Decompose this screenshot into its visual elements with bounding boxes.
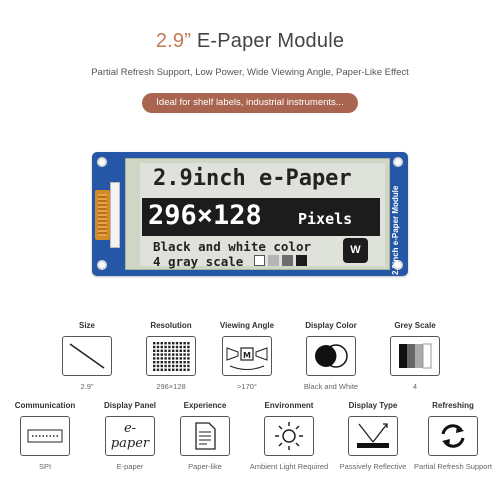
feature-label: Experience — [183, 401, 227, 410]
epaper-text-icon — [105, 416, 155, 456]
feature-value: 4 — [412, 382, 418, 391]
gray-swatch-dark — [282, 255, 293, 266]
feature-value: Passively Reflective — [339, 462, 407, 471]
module-side-label-text: 2.9inch e-Paper Module — [391, 185, 400, 275]
epaper-icon-text: e-paper — [110, 421, 150, 451]
mount-hole — [393, 157, 403, 167]
feature-label: Display Color — [305, 321, 357, 330]
display-line-1: 2.9inch e-Paper — [153, 166, 352, 191]
feature-value: Partial Refresh Support — [414, 462, 492, 471]
subtitle: Partial Refresh Support, Low Power, Wide Viewing Angle, Paper-Like Effect — [91, 67, 409, 78]
feature-value: 296×128 — [156, 382, 186, 391]
document-icon — [180, 416, 230, 456]
feature-value: Ambient Light Required — [249, 462, 329, 471]
diagonal-size-icon — [62, 336, 112, 376]
viewing-angle-icon — [222, 336, 272, 376]
feature-label: Refreshing — [432, 401, 474, 410]
page-title — [0, 30, 500, 53]
title-size: 2.9” — [155, 30, 192, 52]
mount-hole — [97, 260, 107, 270]
display-line-3: Black and white color — [153, 239, 312, 254]
display-resolution: 296×128 — [148, 200, 262, 231]
feature-value: 2.9” — [80, 382, 94, 391]
fpc-connector — [110, 182, 120, 248]
display-line-4: 4 gray scale — [153, 254, 244, 269]
brand-logo-icon: W — [343, 238, 368, 263]
use-case-banner: Ideal for shelf labels, industrial instruments... — [142, 93, 358, 113]
bw-circles-icon — [306, 336, 356, 376]
gray-swatch-black — [296, 255, 307, 266]
pixel-grid-icon — [146, 336, 196, 376]
mount-hole — [97, 157, 107, 167]
feature-value: Paper-like — [188, 462, 222, 471]
gray-swatch-white — [254, 255, 265, 266]
feature-label: Viewing Angle — [219, 321, 275, 330]
feature-refreshing — [398, 400, 500, 471]
display-pixels-word: Pixels — [298, 210, 353, 228]
feature-label: Display Type — [348, 401, 398, 410]
spi-connector-icon — [20, 416, 70, 456]
feature-value: SPI — [38, 462, 52, 471]
sun-icon — [264, 416, 314, 456]
gray-swatch-light — [268, 255, 279, 266]
feature-label: Resolution — [150, 321, 192, 330]
feature-label: Communication — [14, 401, 76, 410]
feature-value: Black and White — [303, 382, 359, 391]
feature-label: Display Panel — [103, 401, 157, 410]
feature-label: Environment — [264, 401, 314, 410]
fpc-cable — [95, 190, 110, 240]
refresh-arrows-icon — [428, 416, 478, 456]
title-text: E-Paper Module — [191, 30, 345, 52]
svg-text:M: M — [243, 351, 251, 360]
grey-scale-bars-icon — [390, 336, 440, 376]
reflection-icon — [348, 416, 398, 456]
feature-value: >170° — [237, 382, 257, 391]
feature-grey-scale — [360, 320, 470, 391]
feature-label: Size — [78, 321, 95, 330]
feature-label: Grey Scale — [394, 321, 436, 330]
feature-value: E-paper — [116, 462, 144, 471]
